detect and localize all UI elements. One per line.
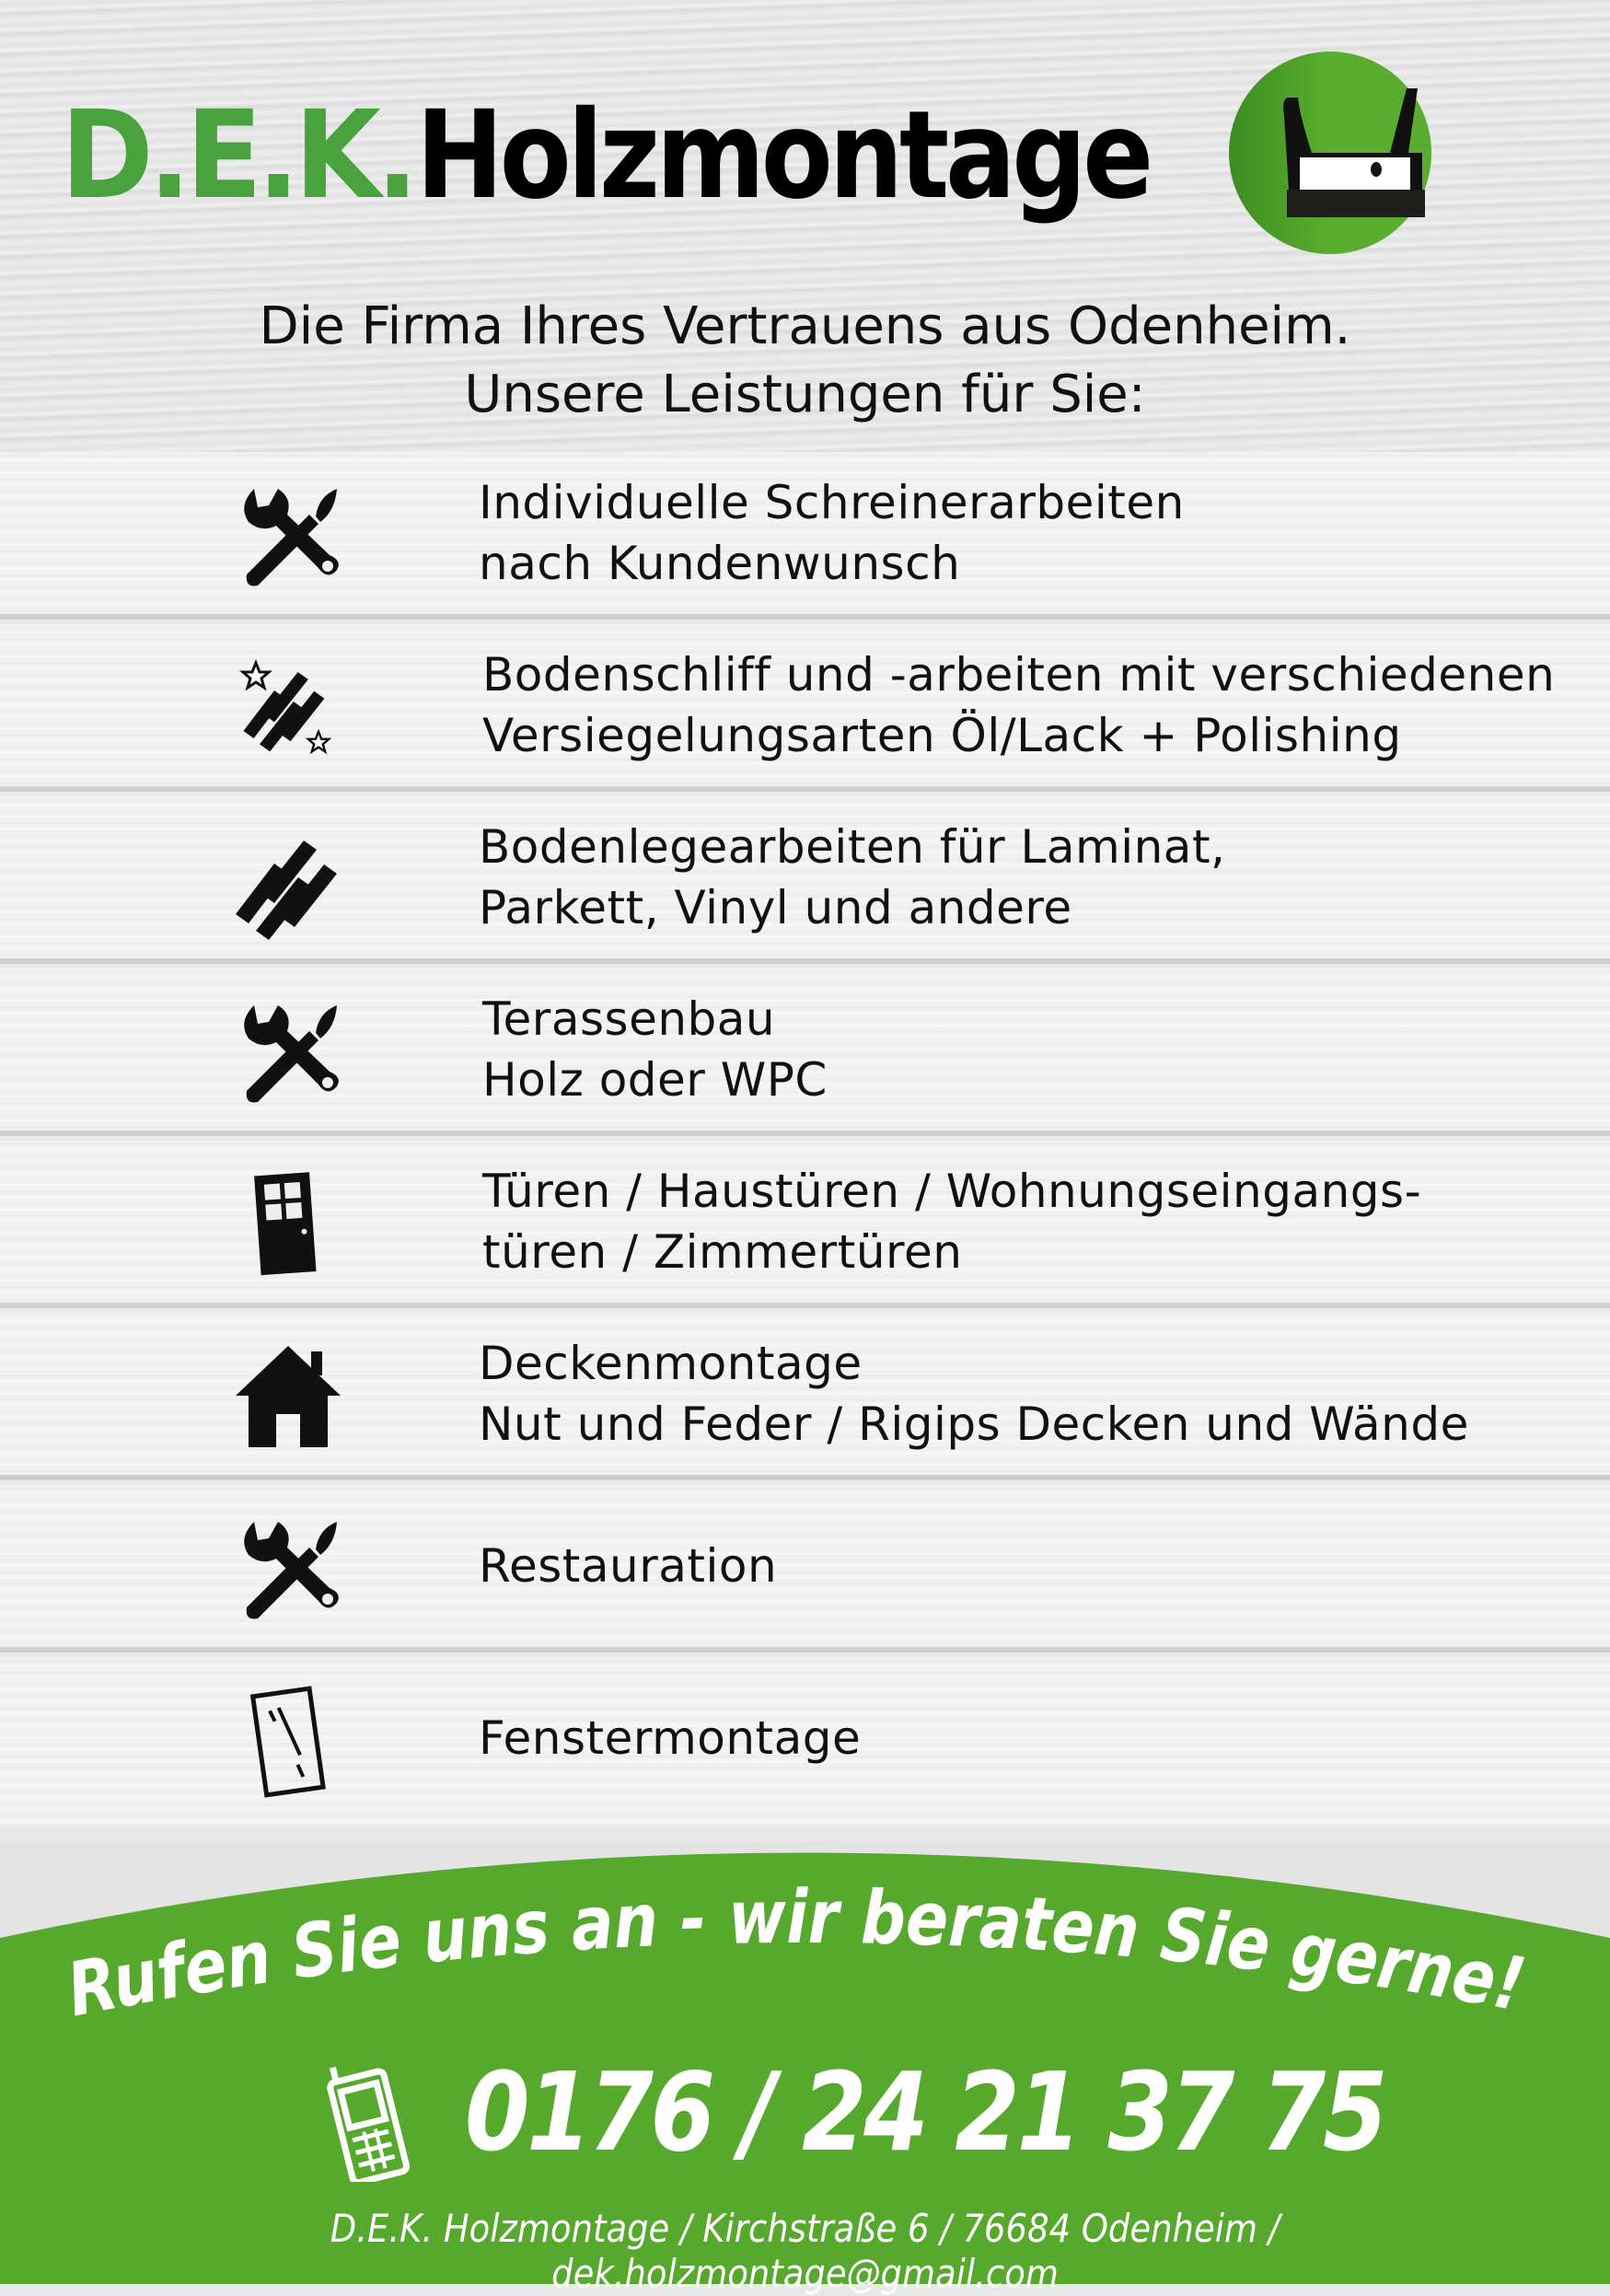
slogan: Rufen Sie uns an - wir beraten Sie gerne! (60, 1873, 1536, 2034)
service-line2: Holz oder WPC (482, 1053, 828, 1107)
service-item (0, 1485, 1610, 1652)
service-line1: Terassenbau (482, 992, 776, 1046)
tools-icon (228, 478, 348, 597)
tools-icon (228, 994, 348, 1114)
service-item (0, 624, 1610, 792)
service-line2: Nut und Feder / Rigips Decken und Wände (479, 1397, 1469, 1451)
brand-name: Holzmontage (416, 85, 1150, 226)
service-line1: Fenstermontage (479, 1711, 862, 1765)
service-line2: türen / Zimmertüren (482, 1225, 963, 1279)
footer-address: D.E.K. Holzmontage / Kirchstraße 6 / 76684 Odenheim / dek.holzmontage@gmail.com (330, 2206, 1280, 2296)
tagline-line1: Die Firma Ihres Vertrauens aus Odenheim. (259, 296, 1351, 356)
phone-number[interactable]: 0176 / 24 21 37 75 (465, 2048, 1385, 2175)
service-item (0, 1657, 1610, 1825)
service-item (0, 796, 1610, 964)
service-line1: Deckenmontage (479, 1337, 863, 1390)
plane-logo-icon (1224, 52, 1464, 263)
floor-polish-icon (228, 650, 348, 770)
window-icon (228, 1683, 348, 1803)
service-item (0, 1141, 1610, 1308)
house-icon (228, 1339, 348, 1458)
service-item (0, 452, 1610, 620)
service-line1: Individuelle Schreinerarbeiten (479, 476, 1185, 529)
door-icon (228, 1166, 348, 1286)
brand-initials: D.E.K. (61, 85, 414, 226)
service-item (0, 968, 1610, 1136)
service-line2: nach Kundenwunsch (479, 537, 961, 590)
service-line1: Bodenlegearbeiten für Laminat, (479, 820, 1226, 874)
mobile-phone-icon (327, 2058, 419, 2182)
service-line1: Türen / Haustüren / Wohnungseingangs- (482, 1165, 1422, 1218)
service-line2: Versiegelungsarten Öl/Lack + Polishing (482, 709, 1402, 762)
service-line1: Restauration (479, 1539, 778, 1593)
floor-planks-icon (228, 822, 348, 942)
service-line2: Parkett, Vinyl und andere (479, 881, 1072, 934)
tools-icon (228, 1511, 348, 1630)
service-line1: Bodenschliff und -arbeiten mit verschiedenen (482, 648, 1556, 702)
tagline-line2: Unsere Leistungen für Sie: (464, 365, 1146, 424)
service-item (0, 1313, 1610, 1480)
